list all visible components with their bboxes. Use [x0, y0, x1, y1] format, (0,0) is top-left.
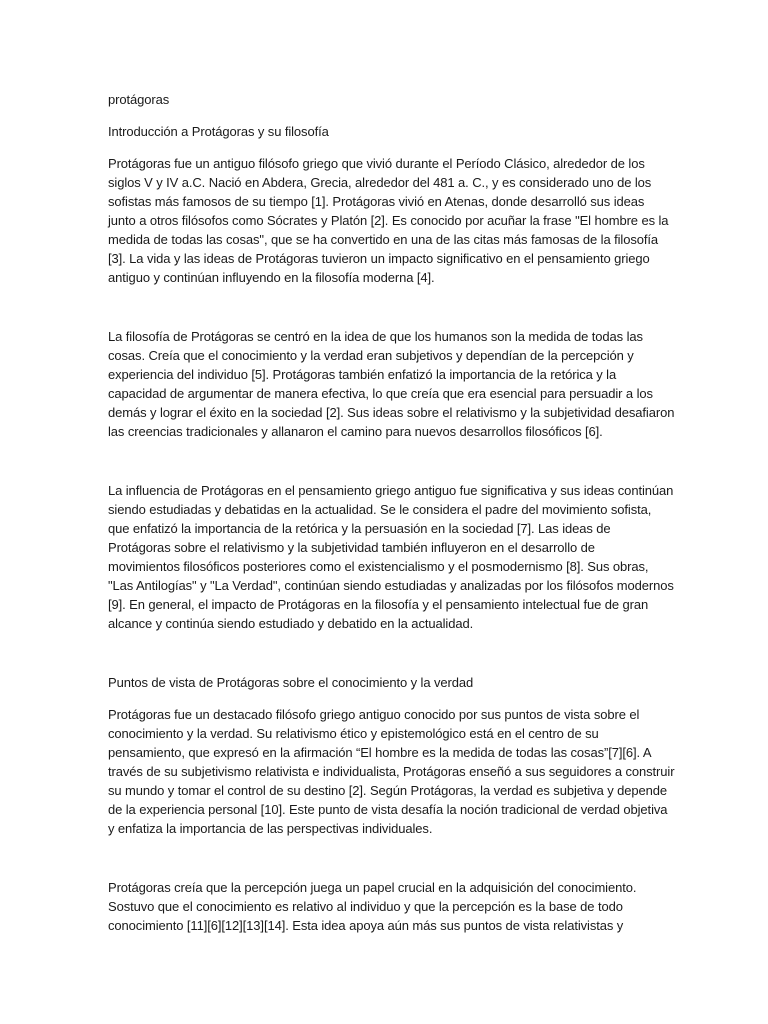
paragraph-line: sofistas más famosos de su tiempo [1]. Protágoras vivió en Atenas, donde desarrolló sus ideas: [108, 194, 645, 209]
paragraph-line: La influencia de Protágoras en el pensamiento griego antiguo fue significativa y sus ideas continúan: [108, 483, 674, 498]
paragraph-5: [108, 878, 668, 935]
paragraph-line: Protágoras sobre el relativismo y la subjetividad también influyeron en el desarrollo de: [108, 540, 595, 555]
paragraph-line: medida de todas las cosas", que se ha convertido en una de las citas más famosas de la filosofía: [108, 232, 659, 247]
paragraph-line: siendo estudiadas y debatidas en la actualidad. Se le considera el padre del movimiento sofista,: [108, 502, 652, 517]
paragraph-line: [3]. La vida y las ideas de Protágoras tuvieron un impacto significativo en el pensamiento griego: [108, 251, 650, 266]
document-title: protágoras: [108, 92, 170, 107]
paragraph-line: demás y lograr el éxito en la sociedad [2]. Sus ideas sobre el relativismo y la subjetividad desafiaron: [108, 405, 675, 420]
paragraph-line: conocimiento y la verdad. Su relativismo ético y epistemológico está en el centro de su: [108, 726, 599, 741]
paragraph-line: siglos V y IV a.C. Nació en Abdera, Grecia, alrededor del 481 a. C., y es considerado uno de los: [108, 175, 652, 190]
paragraph-1: [108, 154, 668, 287]
paragraph-line: antiguo y continúan influyendo en la filosofía moderna [4].: [108, 270, 435, 285]
paragraph-line: La filosofía de Protágoras se centró en la idea de que los humanos son la medida de todas las: [108, 329, 643, 344]
paragraph-line: Protágoras creía que la percepción juega un papel crucial en la adquisición del conocimiento.: [108, 880, 637, 895]
paragraph-line: Protágoras fue un destacado filósofo griego antiguo conocido por sus puntos de vista sobre el: [108, 707, 640, 722]
paragraph-line: junto a otros filósofos como Sócrates y Platón [2]. Es conocido por acuñar la frase "El hombre es la: [108, 213, 669, 228]
paragraph-line: Sostuvo que el conocimiento es relativo al individuo y que la percepción es la base de todo: [108, 899, 623, 914]
paragraph-line: alcance y continúa siendo estudiado y debatido en la actualidad.: [108, 616, 474, 631]
paragraph-line: [9]. En general, el impacto de Protágoras en la filosofía y el pensamiento intelectual fue de gran: [108, 597, 649, 612]
intro-heading: Introducción a Protágoras y su filosofía: [108, 124, 329, 139]
section-heading: Puntos de vista de Protágoras sobre el conocimiento y la verdad: [108, 675, 474, 690]
paragraph-line: "Las Antilogías" y "La Verdad", continúan siendo estudiadas y analizadas por los filósofos modernos: [108, 578, 674, 593]
paragraph-line: experiencia del individuo [5]. Protágoras también enfatizó la importancia de la retórica y la: [108, 367, 617, 382]
paragraph-line: su mundo y tomar el control de su destino [2]. Según Protágoras, la verdad es subjetiva y depende: [108, 783, 668, 798]
paragraph-3: [108, 481, 674, 633]
paragraph-line: través de su subjetivismo relativista e individualista, Protágoras enseñó a sus seguidores a construir: [108, 764, 675, 779]
document-page: [108, 90, 675, 948]
paragraph-line: pensamiento, que expresó en la afirmación “El hombre es la medida de todas las cosas”[7][6]. A: [108, 745, 652, 760]
paragraph-line: y enfatiza la importancia de las perspectivas individuales.: [108, 821, 433, 836]
paragraph-line: las creencias tradicionales y allanaron el camino para nuevos desarrollos filosóficos [6].: [108, 424, 603, 439]
paragraph-line: capacidad de argumentar de manera efectiva, lo que creía que era esencial para persuadir a los: [108, 386, 653, 401]
paragraph-line: de la experiencia personal [10]. Este punto de vista desafía la noción tradicional de verdad objetiva: [108, 802, 668, 817]
paragraph-line: conocimiento [11][6][12][13][14]. Esta idea apoya aún más sus puntos de vista relativistas y: [108, 918, 624, 933]
paragraph-line: cosas. Creía que el conocimiento y la verdad eran subjetivos y dependían de la percepción y: [108, 348, 634, 363]
paragraph-line: Protágoras fue un antiguo filósofo griego que vivió durante el Período Clásico, alrededor de los: [108, 156, 645, 171]
paragraph-2: [108, 327, 675, 441]
paragraph-line: que enfatizó la importancia de la retórica y la persuasión en la sociedad [7]. Las ideas de: [108, 521, 611, 536]
paragraph-4: [108, 705, 675, 838]
paragraph-line: movimientos filosóficos posteriores como el existencialismo y el posmodernismo [8]. Sus obras,: [108, 559, 649, 574]
